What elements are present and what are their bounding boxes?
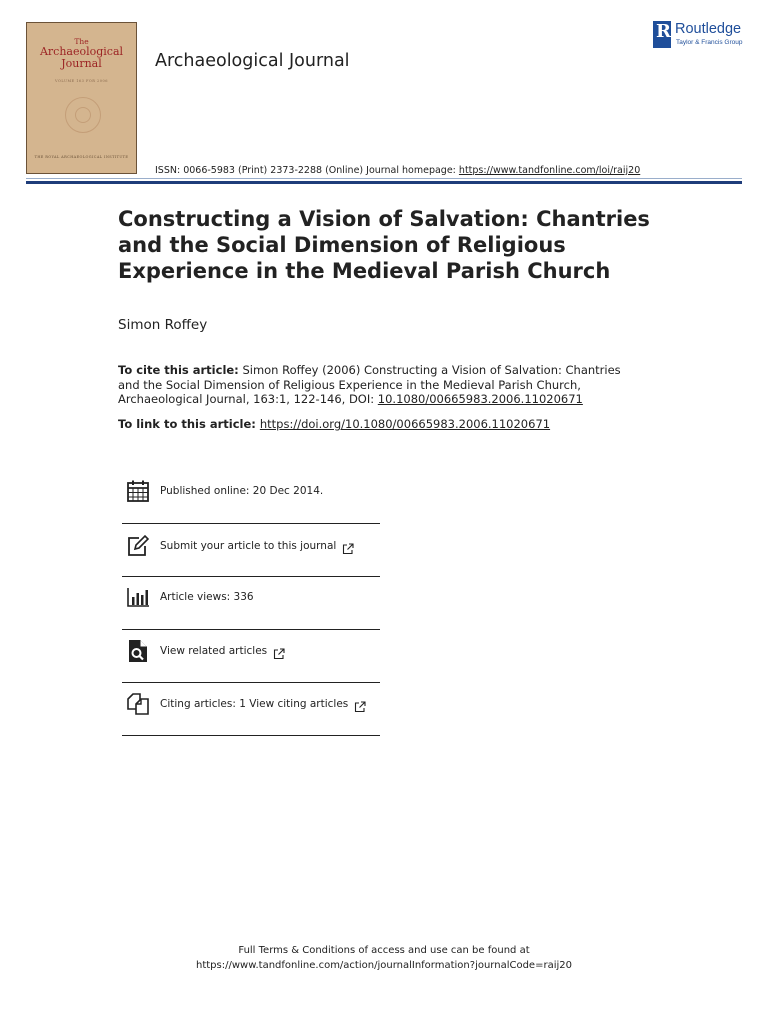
external-link-icon <box>354 698 366 710</box>
article-title: Constructing a Vision of Salvation: Chantries and the Social Dimension of Religious Experience in the Medieval Parish Church <box>118 207 650 283</box>
header-rule-thin <box>26 178 742 179</box>
citation-doi-link[interactable]: 10.1080/00665983.2006.11020671 <box>377 392 583 406</box>
meta-divider <box>122 682 380 683</box>
article-doi-link[interactable]: https://doi.org/10.1080/00665983.2006.11020671 <box>259 417 551 431</box>
submit-article-link[interactable]: Submit your article to this journal <box>160 540 337 552</box>
meta-divider <box>122 576 380 577</box>
calendar-icon <box>126 479 152 503</box>
edit-icon <box>126 534 152 558</box>
related-row[interactable] <box>122 639 380 663</box>
issn-text: ISSN: 0066-5983 (Print) 2373-2288 (Online) Journal homepage: <box>155 165 459 176</box>
citation-block <box>118 363 638 407</box>
external-link-icon <box>342 540 354 552</box>
cover-footer: THE ROYAL ARCHAEOLOGICAL INSTITUTE <box>34 155 129 159</box>
citation-text: Simon Roffey (2006) Constructing a Vision of Salvation: Chantries and the Social Dimension of Religious Experience in the Medieval Parish Church, Archaeological Journal, 163:1, 122-146, DOI: <box>118 363 621 406</box>
citing-articles-link[interactable]: Citing articles: 1 View citing articles <box>160 698 349 710</box>
meta-divider <box>122 523 380 524</box>
bar-chart-icon <box>126 585 152 609</box>
cover-title <box>27 38 136 70</box>
routledge-logo-icon <box>653 21 671 48</box>
link-label: To link to this article: <box>118 417 260 431</box>
citing-row[interactable] <box>122 692 380 716</box>
publisher-name: Routledge <box>675 21 742 37</box>
journal-name: Archaeological Journal <box>155 51 350 71</box>
external-link-icon <box>273 645 285 657</box>
terms-footer <box>0 943 768 973</box>
publisher-group: Taylor & Francis Group <box>676 39 743 46</box>
header-rule-thick <box>26 181 742 184</box>
terms-url[interactable]: https://www.tandfonline.com/action/journalInformation?journalCode=raij20 <box>196 960 572 971</box>
cover-emblem-icon <box>65 97 101 133</box>
terms-text: Full Terms & Conditions of access and use can be found at <box>238 945 530 956</box>
meta-divider <box>122 735 380 736</box>
views-row <box>122 585 380 609</box>
document-search-icon <box>126 639 152 663</box>
citation-label: To cite this article: <box>118 363 239 377</box>
article-author: Simon Roffey <box>118 317 208 333</box>
submit-row[interactable] <box>122 534 380 558</box>
meta-divider <box>122 629 380 630</box>
issn-line <box>155 165 640 176</box>
link-block <box>118 417 550 431</box>
cover-subtitle: VOLUME 163 FOR 2006 <box>55 79 108 83</box>
published-date: Published online: 20 Dec 2014. <box>160 485 324 497</box>
published-row <box>122 479 380 503</box>
cover-the: The <box>74 37 89 46</box>
journal-homepage-link[interactable]: https://www.tandfonline.com/loi/raij20 <box>458 165 641 176</box>
view-related-articles-link[interactable]: View related articles <box>160 645 268 657</box>
article-views: Article views: 336 <box>160 591 254 603</box>
cover-title-text: Archaeological Journal <box>39 45 124 71</box>
journal-cover <box>26 22 137 174</box>
citing-articles-icon <box>126 692 152 716</box>
